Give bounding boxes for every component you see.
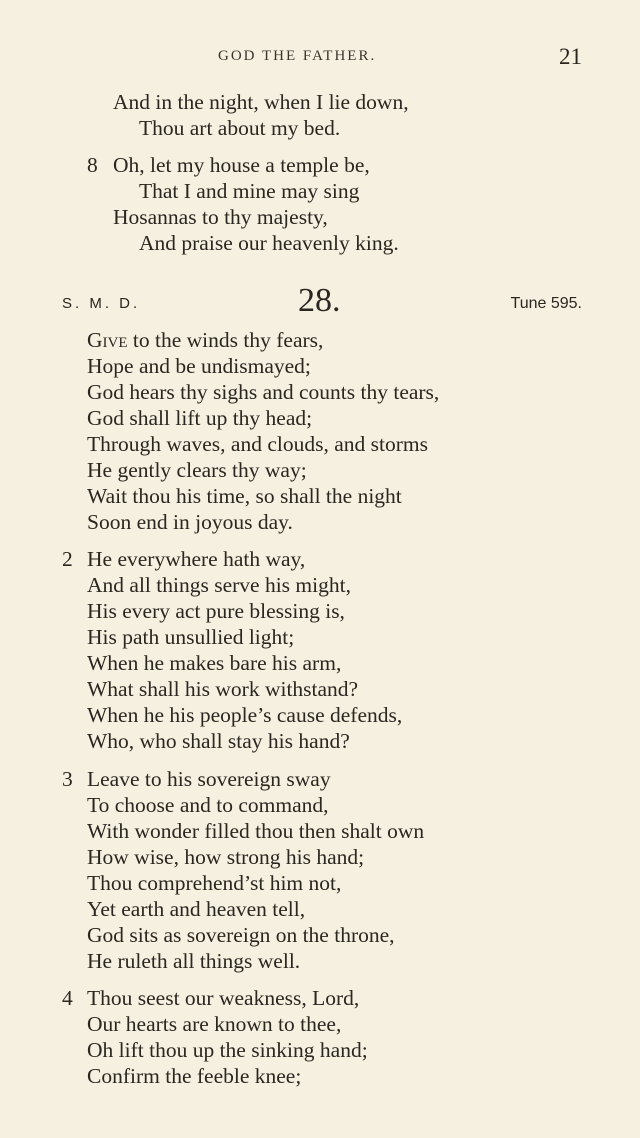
verse-line: Wait thou his time, so shall the night xyxy=(87,484,402,508)
verse-line: Our hearts are known to thee, xyxy=(87,1012,342,1036)
verse-line: Hope and be undismayed; xyxy=(87,354,311,378)
verse-line: God shall lift up thy head; xyxy=(87,406,313,430)
verse-line: He gently clears thy way; xyxy=(87,458,307,482)
verse-line: Thou seest our weakness, Lord, xyxy=(87,986,360,1010)
stanza-number: 8 xyxy=(87,153,98,177)
verse-line: Thou comprehend’st him not, xyxy=(87,871,342,895)
verse-line: He ruleth all things well. xyxy=(87,949,301,973)
hymn-number: 28. xyxy=(298,282,341,319)
hymn-tune: Tune 595. xyxy=(510,295,582,312)
verse-line-first xyxy=(87,327,323,353)
verse-line: Thou art about my bed. xyxy=(139,116,341,140)
verse-line: Soon end in joyous day. xyxy=(87,510,293,534)
verse-line: God hears thy sighs and counts thy tears, xyxy=(87,380,440,404)
stanza-number: 3 xyxy=(62,767,73,791)
verse-line: When he makes bare his arm, xyxy=(87,651,342,675)
verse-line: And praise our heavenly king. xyxy=(139,231,399,255)
stanza-number: 4 xyxy=(62,986,73,1010)
verse-line: He everywhere hath way, xyxy=(87,547,306,571)
verse-line: That I and mine may sing xyxy=(139,179,360,203)
first-word: Give xyxy=(87,328,128,352)
verse-line: Leave to his sovereign sway xyxy=(87,767,331,791)
verse-line: When he his people’s cause defends, xyxy=(87,703,403,727)
verse-line: How wise, how strong his hand; xyxy=(87,845,365,869)
hymn-header xyxy=(0,282,640,322)
stanza-number: 2 xyxy=(62,547,73,571)
running-head xyxy=(0,46,640,72)
verse-line: Through waves, and clouds, and storms xyxy=(87,432,428,456)
hymn-meter: S. M. D. xyxy=(62,295,141,312)
verse-line: Hosannas to thy majesty, xyxy=(113,205,328,229)
verse-line: To choose and to command, xyxy=(87,793,329,817)
verse-line: With wonder filled thou then shalt own xyxy=(87,819,425,843)
first-line-rest: to the winds thy fears, xyxy=(127,328,324,352)
running-title: GOD THE FATHER. xyxy=(218,48,377,64)
verse-line: Who, who shall stay his hand? xyxy=(87,729,350,753)
verse-line: His every act pure blessing is, xyxy=(87,599,345,623)
verse-line: Yet earth and heaven tell, xyxy=(87,897,306,921)
page-number: 21 xyxy=(559,44,582,69)
verse-line: His path unsullied light; xyxy=(87,625,295,649)
verse-line: What shall his work withstand? xyxy=(87,677,359,701)
verse-line: God sits as sovereign on the throne, xyxy=(87,923,395,947)
verse-line: Oh lift thou up the sinking hand; xyxy=(87,1038,368,1062)
verse-line: And in the night, when I lie down, xyxy=(113,90,409,114)
verse-line: And all things serve his might, xyxy=(87,573,351,597)
verse-line: Confirm the feeble knee; xyxy=(87,1064,302,1088)
verse-line: Oh, let my house a temple be, xyxy=(113,153,370,177)
